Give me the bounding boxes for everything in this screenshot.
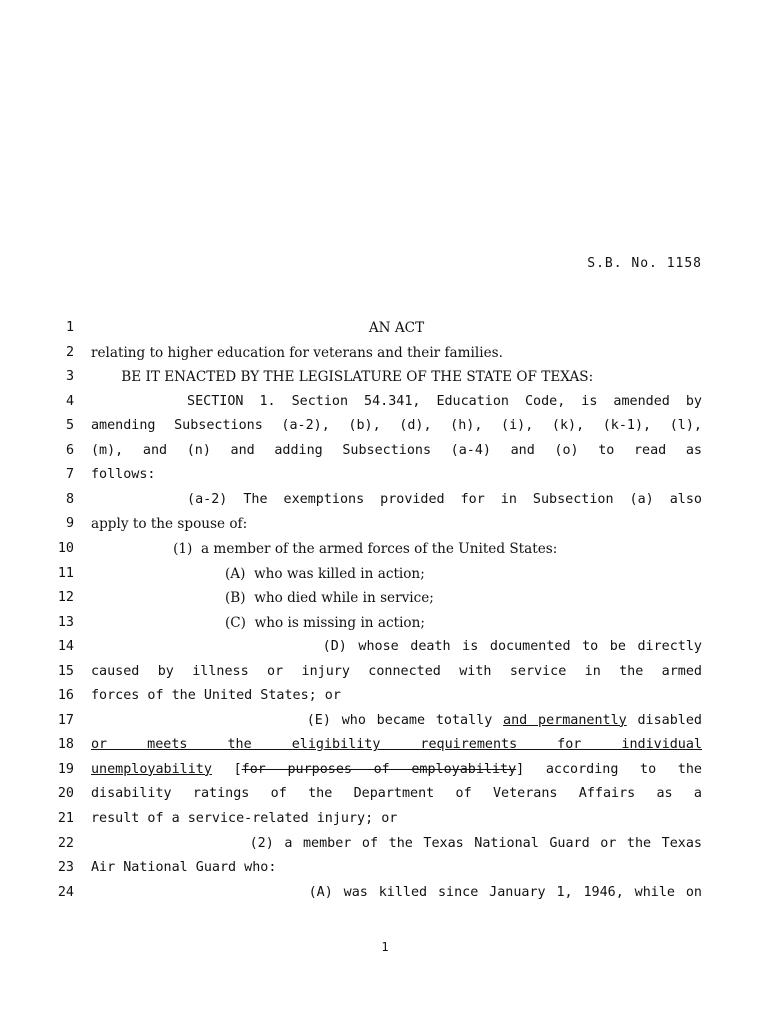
- line-number: 17: [57, 712, 74, 728]
- line-number: 23: [57, 860, 74, 876]
- line-text: [91, 514, 702, 534]
- inserted-text: or meets the eligibility requirements for individual: [91, 737, 702, 753]
- bill-line: [0, 564, 770, 589]
- bill-line: [0, 392, 770, 417]
- line-text: [91, 367, 702, 387]
- bill-line: [0, 834, 770, 859]
- bill-line: [0, 637, 770, 662]
- line-text: [91, 834, 702, 854]
- line-number: 24: [57, 884, 74, 900]
- text-segment: follows:: [91, 467, 156, 483]
- line-text: [91, 711, 702, 731]
- line-text: [91, 613, 702, 633]
- line-number: 13: [57, 614, 74, 630]
- line-text: [91, 441, 702, 461]
- text-segment: SECTION 1. Section 54.341, Education Code, is amended by: [91, 393, 702, 409]
- bill-line: [0, 343, 770, 368]
- bill-line: [0, 735, 770, 760]
- line-number: 12: [57, 590, 74, 606]
- text-segment: (D) whose death is documented to be directly: [91, 639, 702, 655]
- line-text: [91, 662, 702, 682]
- deleted-text: for purposes of employability: [241, 761, 517, 777]
- text-segment: caused by illness or injury connected with service in the armed: [91, 663, 702, 679]
- line-number: 20: [57, 786, 74, 802]
- line-number: 2: [65, 344, 74, 360]
- bill-line: [0, 465, 770, 490]
- line-text: [91, 490, 702, 510]
- text-segment: (A) who was killed in action;: [91, 565, 425, 582]
- line-number: 19: [57, 761, 74, 777]
- bill-line: [0, 858, 770, 883]
- line-text: [91, 416, 702, 436]
- line-number: 11: [57, 565, 74, 581]
- text-segment: BE IT ENACTED BY THE LEGISLATURE OF THE STATE OF TEXAS:: [91, 369, 594, 386]
- text-segment: apply to the spouse of:: [91, 516, 248, 533]
- line-number: 10: [57, 540, 74, 556]
- bill-line: [0, 441, 770, 466]
- bill-line: [0, 514, 770, 539]
- bill-line: [0, 318, 770, 343]
- line-text: [91, 564, 702, 584]
- bill-number: S.B. No. 1158: [587, 256, 702, 271]
- text-segment: disability ratings of the Department of Veterans Affairs as a: [91, 786, 702, 802]
- line-number: 21: [57, 811, 74, 826]
- line-number: 16: [57, 688, 74, 704]
- bill-line: [0, 588, 770, 613]
- text-segment: disabled: [626, 712, 702, 728]
- bill-line: [0, 760, 770, 785]
- text-segment: [: [211, 761, 242, 777]
- line-number: 14: [57, 639, 74, 655]
- line-number: 1: [65, 320, 74, 335]
- line-text: [91, 588, 702, 608]
- line-text: [91, 760, 702, 780]
- line-text: [91, 318, 702, 338]
- bill-line: [0, 809, 770, 834]
- line-number: 18: [57, 737, 74, 753]
- bill-line: [0, 613, 770, 638]
- line-number: 5: [65, 418, 74, 434]
- line-number: 3: [65, 369, 74, 385]
- text-segment: (a-2) The exemptions provided for in Subsection (a) also: [91, 491, 702, 507]
- page-number: 1: [381, 940, 389, 954]
- line-text: [91, 343, 702, 363]
- line-number: 6: [65, 442, 74, 458]
- line-text: [91, 735, 702, 755]
- line-number: 22: [57, 835, 74, 851]
- inserted-text: and permanently: [503, 712, 627, 728]
- line-text: [91, 784, 702, 804]
- bill-line: [0, 367, 770, 392]
- bill-line: [0, 784, 770, 809]
- text-segment: (m), and (n) and adding Subsections (a-4) and (o) to read as: [91, 442, 702, 458]
- line-text: [91, 858, 702, 878]
- line-text: [91, 686, 702, 706]
- text-segment: Air National Guard who:: [91, 860, 277, 876]
- text-segment: (C) who is missing in action;: [91, 614, 425, 631]
- bill-line: [0, 711, 770, 736]
- text-segment: ] according to the: [516, 761, 702, 777]
- text-segment: AN ACT: [368, 320, 425, 336]
- bill-line: [0, 539, 770, 564]
- text-segment: result of a service-related injury; or: [91, 811, 398, 826]
- text-segment: (1) a member of the armed forces of the United States:: [91, 540, 558, 557]
- line-text: [91, 637, 702, 657]
- line-text: [91, 809, 702, 829]
- bill-line: [0, 490, 770, 515]
- text-segment: (A) was killed since January 1, 1946, while on: [91, 884, 702, 900]
- text-segment: relating to higher education for veterans and their families.: [91, 344, 503, 361]
- text-segment: (B) who died while in service;: [91, 590, 434, 607]
- bill-line: [0, 883, 770, 908]
- line-text: [91, 539, 702, 559]
- bill-line: [0, 662, 770, 687]
- line-text: [91, 883, 702, 903]
- text-segment: amending Subsections (a-2), (b), (d), (h), (i), (k), (k-1), (l),: [91, 418, 702, 434]
- bill-line: [0, 416, 770, 441]
- line-text: [91, 392, 702, 412]
- inserted-text: unemployability: [91, 761, 212, 777]
- line-number: 8: [65, 491, 74, 507]
- text-segment: (E) who became totally: [91, 712, 504, 728]
- text-segment: (2) a member of the Texas National Guard or the Texas: [91, 835, 702, 851]
- text-segment: forces of the United States; or: [91, 688, 341, 704]
- line-number: 7: [65, 467, 74, 483]
- line-number: 4: [65, 393, 74, 409]
- line-number: 9: [65, 516, 74, 532]
- line-number: 15: [57, 663, 74, 679]
- bill-line: [0, 686, 770, 711]
- line-text: [91, 465, 702, 485]
